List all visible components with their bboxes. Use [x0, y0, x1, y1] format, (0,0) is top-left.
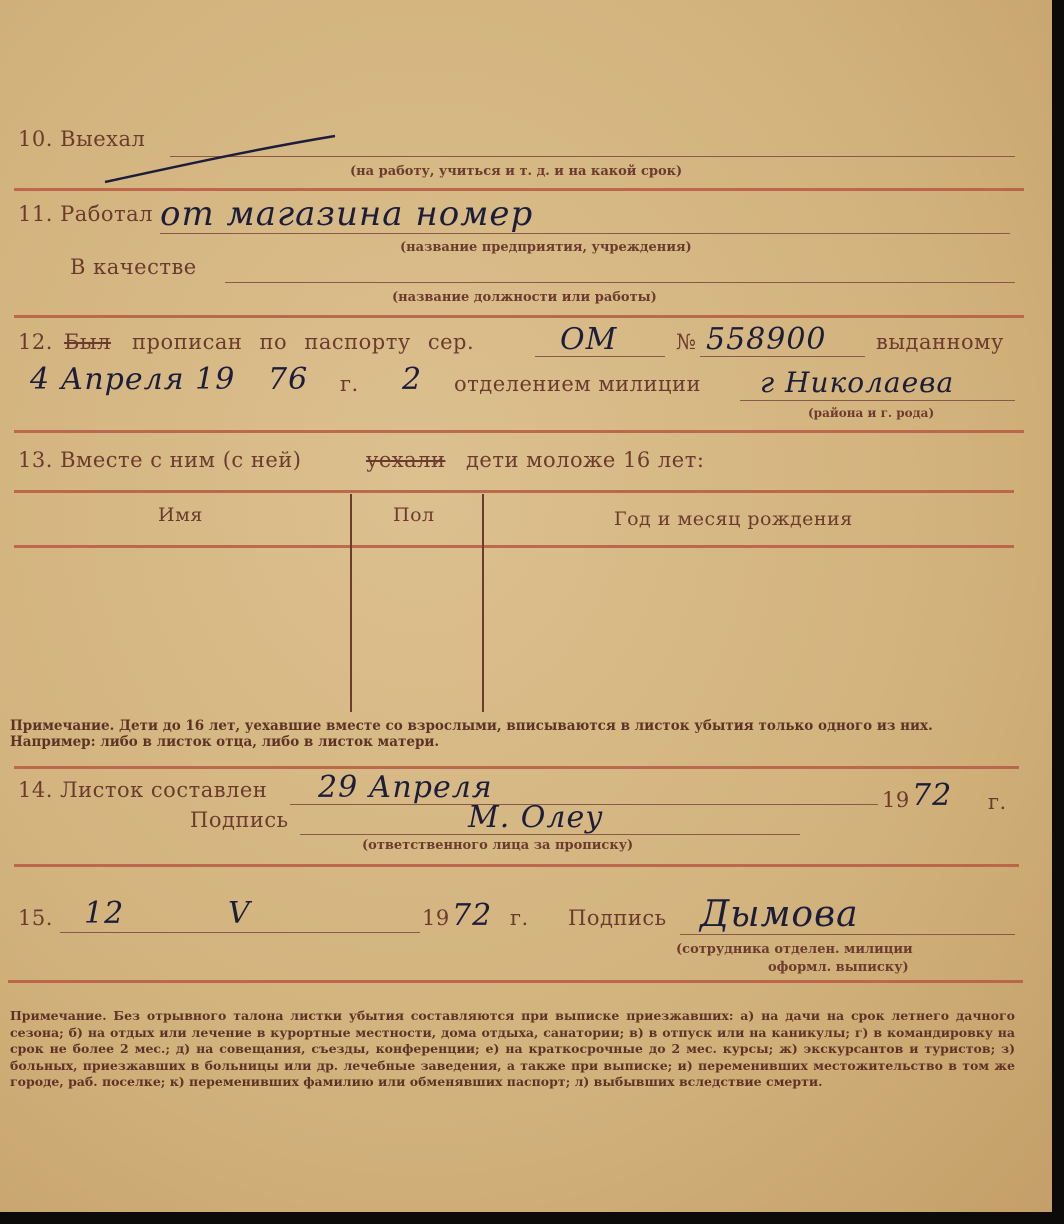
issue-year-suffix: 76	[268, 362, 309, 397]
signature-14-line	[300, 834, 800, 835]
field-12-number: 12.	[18, 330, 53, 354]
discharge-year-label: г.	[510, 906, 529, 930]
scan-edge-right	[1052, 0, 1064, 1224]
issued-label: выданному	[876, 330, 1004, 354]
sheet-year-suffix: 72	[912, 778, 953, 813]
table-col-divider-2	[482, 494, 484, 712]
divider-12	[14, 430, 1024, 433]
table-top-rule	[14, 490, 1014, 493]
department-no: 2	[402, 362, 423, 397]
discharge-year-prefix: 19	[422, 906, 450, 930]
passport-number: 558900	[706, 322, 827, 357]
department-line	[740, 400, 1015, 401]
column-sex: Пол	[393, 504, 435, 526]
department-label: отделением милиции	[454, 372, 701, 396]
signature-15-line	[680, 934, 1015, 935]
field-11-value: от магазина номер	[160, 194, 534, 234]
discharge-month: V	[228, 896, 251, 931]
department-place: г Николаева	[760, 366, 955, 399]
signature-14-hint: (ответственного лица за прописку)	[362, 838, 634, 853]
divider-11	[14, 315, 1024, 318]
bottom-note: Примечание. Без отрывного талона листки убытия составляются при выписке приезжавших: а) на дачи на срок летнего дачного сезона; б) на отдых или лечение в курортные местности, дома отдыха, санатории; в) в отпуск или на каникулы; г) в командировку на срок не более 2 мес.; д) на совещания, съезды, конференции; е) на краткосрочные до 2 мес. курсы; ж) экскурсантов и туристов; з) больных, приезжавших в больницы или др. лечебные заведения, а также при выписке; и) переменивших местожительство в том же городе, раб. поселке; к) переменивших фамилию или обменявших паспорт; л) выбывших вследствие смерти.	[10, 1008, 1015, 1089]
number-line	[700, 356, 865, 357]
sheet-date: 29 Апреля	[318, 770, 493, 805]
signature-14: М. Олеу	[468, 800, 604, 835]
divider-15	[8, 980, 1023, 983]
signature-label-15: Подпись	[568, 906, 667, 930]
field-11-position-hint: (название должности или работы)	[392, 290, 657, 305]
scan-edge-bottom	[0, 1212, 1064, 1224]
issue-date: 4 Апреля 19	[30, 362, 236, 397]
divider-13	[14, 766, 1019, 769]
discharge-date-line	[60, 932, 420, 933]
sheet-year-prefix: 19	[882, 788, 910, 812]
passport-number-label: №	[676, 330, 697, 354]
children-note: Примечание. Дети до 16 лет, уехавшие вместе со взрослыми, вписываются в листок убытия только одного из них. Например: либо в листок отца, либо в листок матери.	[10, 718, 933, 750]
field-10-dash-stroke	[100, 130, 340, 190]
field-11-label: 11. Работал	[18, 202, 153, 226]
field-10-label: 10. Выехал	[18, 127, 146, 151]
signature-label-14: Подпись	[190, 808, 289, 832]
issue-year-label: г.	[340, 372, 359, 396]
discharge-year-suffix: 72	[452, 898, 493, 933]
series-line	[535, 356, 665, 357]
signature-15-hint-1: (сотрудника отделен. милиции	[676, 942, 913, 957]
field-12-label: прописан по паспорту сер.	[132, 330, 475, 354]
field-13-label-start: 13. Вместе с ним (с ней)	[18, 448, 302, 472]
field-13-struck-word: уехали	[366, 448, 446, 472]
discharge-day: 12	[84, 896, 125, 931]
field-11-hint: (название предприятия, учреждения)	[400, 240, 692, 255]
department-hint: (района и г. рода)	[808, 406, 935, 420]
signature-15: Дымова	[700, 894, 859, 935]
field-11-position-label: В качестве	[70, 255, 197, 279]
divider-10	[14, 188, 1024, 191]
table-col-divider-1	[350, 494, 352, 712]
divider-14	[14, 864, 1019, 867]
signature-15-hint-2: оформл. выписку)	[768, 960, 909, 975]
passport-series: ОМ	[560, 322, 618, 357]
field-11-line	[160, 233, 1010, 234]
field-14-label: 14. Листок составлен	[18, 778, 268, 802]
field-13-label-end: дети моложе 16 лет:	[466, 448, 705, 472]
field-10-hint: (на работу, учиться и т. д. и на какой срок)	[350, 164, 683, 179]
sheet-year-label: г.	[988, 790, 1007, 814]
column-birth: Год и месяц рождения	[614, 508, 853, 530]
column-name: Имя	[158, 504, 203, 526]
field-12-struck-word: Был	[64, 330, 111, 354]
field-15-label: 15.	[18, 906, 53, 930]
table-header-rule	[14, 545, 1014, 548]
field-11-position-line	[225, 282, 1015, 283]
